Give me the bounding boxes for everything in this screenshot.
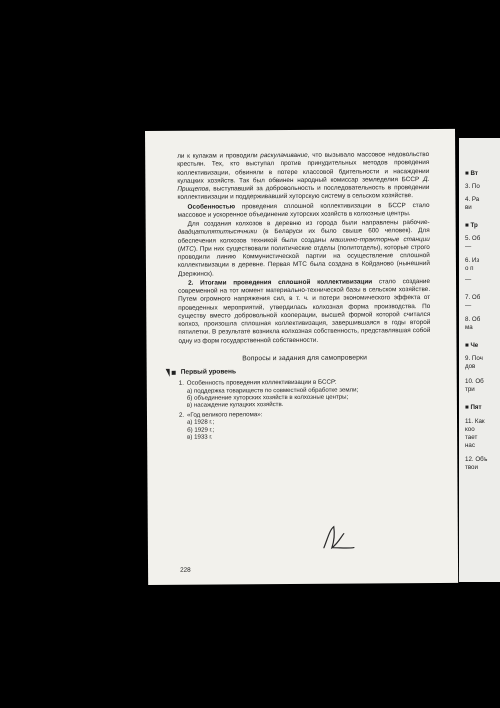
- text-run: Для создания колхозов в деревню из города были направлены рабочие-: [187, 219, 430, 228]
- text-run: двадцатипятитысячники: [177, 228, 258, 237]
- body-paragraph: [178, 219, 430, 279]
- adjacent-page-line: 4. Ра: [465, 196, 480, 203]
- adjacent-page-line: три: [465, 386, 475, 393]
- body-paragraph: [177, 151, 429, 202]
- text-run: Д. Прищепов: [177, 175, 430, 193]
- adjacent-page-line: о п: [465, 265, 474, 272]
- adjacent-page-line: —: [465, 276, 472, 283]
- answer-options: [187, 417, 431, 441]
- text-run: ). При них существовали политические отделы (политотделы), которые строго проводили линию Коммунистической партии на осуществление сплошной коллективизации в деревне. Первая МТС была создана в Койданово (нынешний Дзержинск).: [177, 243, 430, 278]
- adjacent-page-line: твои: [465, 464, 478, 471]
- self-check-title: Вопросы и задания для самопроверки: [242, 354, 368, 363]
- text-run: (в Беларуси их было свыше 600 человек). Для обеспечения колхозов техникой были созданы: [177, 227, 430, 245]
- page-number: 228: [180, 566, 191, 574]
- answer-option: в) 1933 г.: [187, 433, 213, 441]
- question-number: 2.: [178, 411, 185, 419]
- adjacent-page-line: ви: [465, 204, 472, 211]
- text-run: проведения сплошной коллективизации в БССР стало массовое и ускоренное объединение хуторских хозяйств в колхозные центры.: [177, 201, 430, 219]
- text-run: , что вызывало массовое недовольство крестьян. Тех, кто выступал против принудительных методов проведения коллективизации, обвиняли в потере классовой бдительности и насаждении кулацких хозяйств. Так был обвинен народный комиссар земледелия БССР: [177, 151, 430, 185]
- question-item: [179, 378, 431, 410]
- question-number: 1.: [178, 379, 184, 387]
- adjacent-page-line: ■ Тр: [465, 222, 478, 229]
- text-run: Особенностью: [187, 202, 236, 211]
- adjacent-page-line: 11. Как: [465, 418, 485, 425]
- answer-options: [187, 386, 431, 410]
- question-text: Особенность проведения коллективизации в БССР:: [186, 378, 337, 387]
- questions-list: [179, 378, 431, 441]
- adjacent-page-line: 9. Поч: [465, 355, 483, 362]
- adjacent-page-line: ■ Че: [465, 342, 479, 349]
- text-run: раскулачивание: [260, 151, 308, 160]
- text-run: машинно-тракторные станции: [330, 235, 430, 244]
- adjacent-page-line: нас: [465, 442, 475, 449]
- adjacent-page-line: коо: [465, 426, 475, 433]
- adjacent-page-line: 10. Об: [465, 378, 484, 385]
- adjacent-page-line: 6. Из: [465, 257, 480, 264]
- adjacent-page-fragment: [459, 138, 500, 582]
- adjacent-page-line: тает: [465, 434, 478, 441]
- answer-option: б) 1929 г.;: [187, 426, 215, 434]
- text-run: стало создание современной на тот момент материально-технической базы в сельском хозяйстве. Путем огромного напряжения сил, в т. ч. и потери экономического эффекта от проведенных мероприятий, утвердилась колхозная форма производства. По существу вместо добровольной кооперации, высшей формой которой считался колхоз, произошла сплошная коллективизация, завершившаяся в годы второй пятилетки. В результате возникла колхозная собственность, представлявшая собой одну из форм государственной собственности.: [178, 277, 431, 345]
- level-label: Первый уровень: [180, 368, 237, 376]
- handwritten-scribble: [318, 524, 358, 552]
- adjacent-page-line: ■ Пят: [465, 404, 482, 411]
- question-text: «Год великого перелома»:: [186, 410, 263, 419]
- adjacent-page-line: 8. Об: [465, 316, 481, 323]
- answer-option: а) поддержка товариществ по совместной обработке земли;: [186, 386, 359, 395]
- question-item: [179, 410, 431, 442]
- body-paragraph: [178, 202, 430, 220]
- body-paragraphs: [177, 151, 430, 346]
- page-text-block: [177, 151, 431, 441]
- adjacent-page-line: 3. По: [465, 183, 480, 190]
- book-page: [145, 129, 458, 585]
- body-paragraph: [178, 278, 430, 346]
- adjacent-page-line: ма: [465, 324, 473, 331]
- level-heading: [165, 366, 431, 378]
- level-marker-icon: [165, 368, 177, 378]
- adjacent-page-line: 12. Объ: [465, 456, 488, 463]
- answer-option: б) объединение хуторских хозяйств в колхозные центры;: [186, 393, 349, 402]
- adjacent-page-line: 7. Об: [465, 294, 481, 301]
- text-run: , выступавший за добровольность и последовательность в проведении коллективизации и поддерживавший хуторскую систему в сельском хозяйстве.: [177, 184, 430, 202]
- text-run: МТС: [179, 245, 194, 253]
- adjacent-page-line: 5. Об: [465, 235, 481, 242]
- answer-option: а) 1928 г.;: [187, 418, 215, 427]
- adjacent-page-line: —: [465, 302, 472, 309]
- adjacent-page-line: ■ Вт: [465, 170, 478, 177]
- adjacent-page-line: дов: [465, 363, 476, 370]
- answer-option: в) насаждение кулацких хозяйств.: [186, 401, 284, 410]
- adjacent-page-line: —: [465, 243, 472, 250]
- text-run: (: [177, 245, 180, 253]
- text-run: 2. Итогами проведения сплошной коллективизации: [188, 278, 373, 287]
- text-run: ли к кулакам и проводили: [177, 152, 261, 160]
